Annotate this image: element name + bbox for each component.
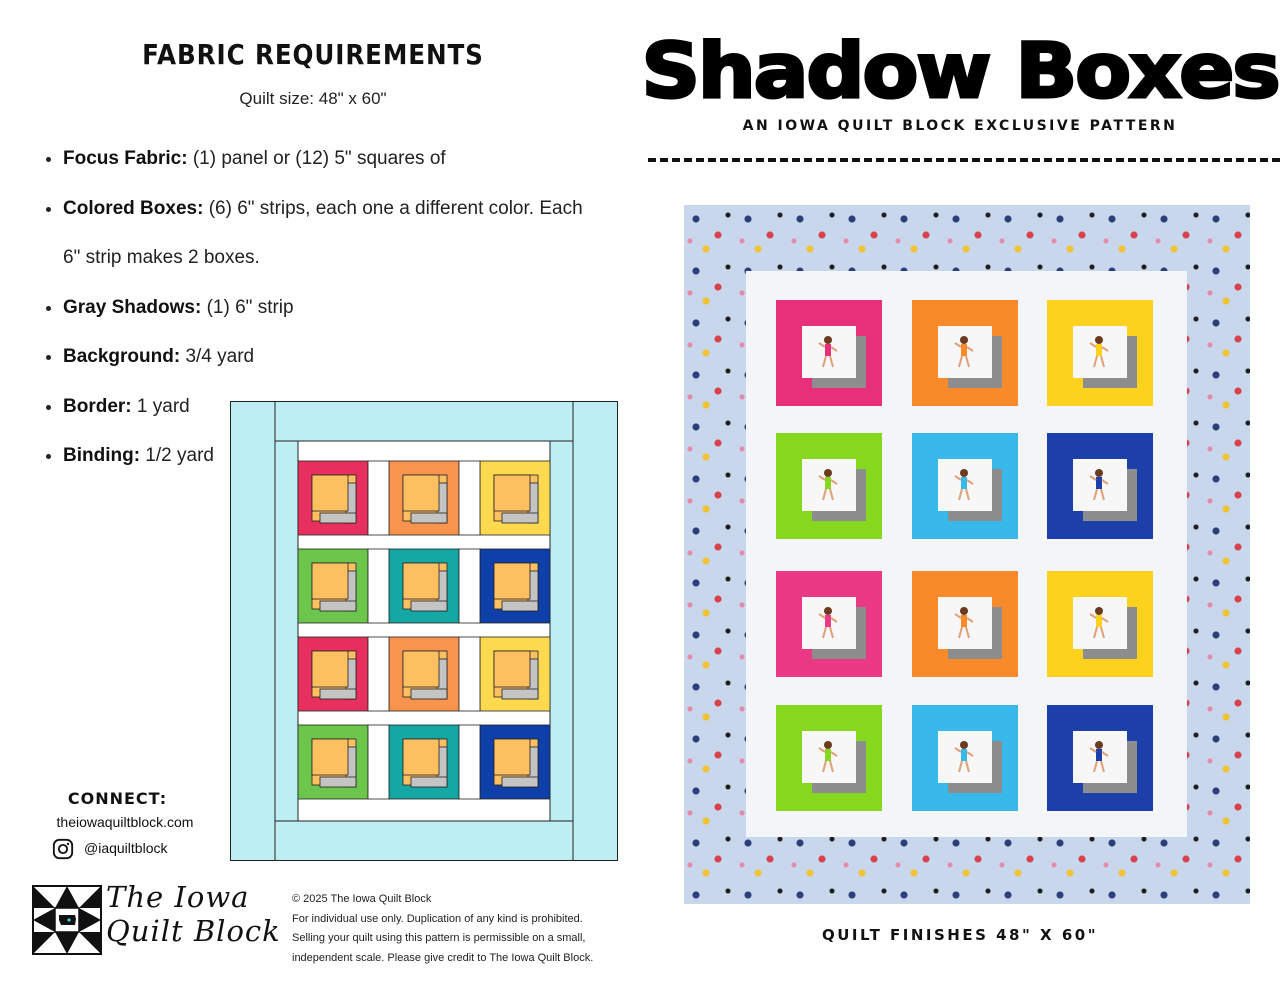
- instagram-handle[interactable]: @iaquiltblock: [84, 840, 168, 856]
- requirement-gray-shadows: • Gray Shadows: (1) 6" strip: [63, 283, 623, 333]
- athlete-figure: [816, 605, 840, 641]
- diagram-block-shadow-h: [411, 777, 447, 787]
- athlete-figure: [1087, 334, 1111, 370]
- diagram-block-square: [494, 651, 530, 687]
- diagram-block-shadow-h: [411, 689, 447, 699]
- pattern-subtitle: AN IOWA QUILT BLOCK EXCLUSIVE PATTERN: [742, 118, 1178, 134]
- diagram-block-square: [494, 475, 530, 511]
- photo-box: [776, 300, 882, 406]
- website-link[interactable]: theiowaquiltblock.com: [56, 814, 194, 830]
- diagram-block-square: [312, 475, 348, 511]
- diagram-sashing: [368, 549, 389, 623]
- diagram-block-shadow-h: [320, 513, 356, 523]
- diagram-sashing: [368, 637, 389, 711]
- athlete-figure: [816, 334, 840, 370]
- athlete-figure: [1087, 605, 1111, 641]
- diagram-block-shadow-h: [502, 777, 538, 787]
- requirement-colored-boxes-cont: 6" strip makes 2 boxes.: [63, 247, 260, 268]
- pattern-title: Shadow Boxes: [641, 26, 1279, 115]
- diagram-block-shadow-h: [502, 513, 538, 523]
- athlete-figure: [1087, 467, 1111, 503]
- instagram-icon[interactable]: [52, 838, 74, 860]
- diagram-block-shadow-h: [320, 601, 356, 611]
- athlete-figure: [952, 334, 976, 370]
- photo-box: [912, 705, 1018, 811]
- diagram-block-square: [403, 651, 439, 687]
- diagram-block-shadow-h: [411, 601, 447, 611]
- diagram-block-shadow-h: [320, 777, 356, 787]
- photo-box: [912, 433, 1018, 539]
- diagram-block-square: [403, 475, 439, 511]
- requirement-border: • Border: 1 yard: [63, 382, 623, 432]
- photo-box: [1047, 433, 1153, 539]
- quilt-size-text: Quilt size: 48" x 60": [239, 89, 387, 108]
- diagram-block-shadow-h: [320, 689, 356, 699]
- requirement-focus-fabric: • Focus Fabric: (1) panel or (12) 5" squares of: [63, 134, 623, 184]
- iowa-quilt-block-logo-icon: [32, 885, 102, 955]
- diagram-sashing: [368, 461, 389, 535]
- athlete-figure: [952, 467, 976, 503]
- diagram-block-square: [312, 739, 348, 775]
- quilt-photo: [684, 205, 1250, 904]
- requirement-binding: • Binding: 1/2 yard: [63, 431, 623, 481]
- photo-box: [776, 705, 882, 811]
- diagram-block-square: [494, 563, 530, 599]
- requirement-colored-boxes: • Colored Boxes: (6) 6" strips, each one a different color. Each: [63, 184, 623, 234]
- athlete-figure: [1087, 739, 1111, 775]
- dashed-divider: [648, 158, 1280, 162]
- fabric-requirements-title: FABRIC REQUIREMENTS: [142, 38, 484, 71]
- diagram-sashing: [459, 461, 480, 535]
- requirement-background: • Background: 3/4 yard: [63, 332, 623, 382]
- photo-box: [912, 300, 1018, 406]
- athlete-figure: [952, 739, 976, 775]
- diagram-block-square: [312, 563, 348, 599]
- diagram-block-square: [403, 739, 439, 775]
- diagram-block-shadow-h: [502, 689, 538, 699]
- diagram-sashing: [459, 549, 480, 623]
- quilt-diagram: [230, 401, 618, 861]
- diagram-sashing: [368, 725, 389, 799]
- photo-box: [1047, 300, 1153, 406]
- photo-box: [912, 571, 1018, 677]
- diagram-block-square: [403, 563, 439, 599]
- diagram-block-square: [494, 739, 530, 775]
- diagram-block-shadow-h: [502, 601, 538, 611]
- diagram-sashing: [459, 637, 480, 711]
- athlete-figure: [952, 605, 976, 641]
- photo-box: [776, 433, 882, 539]
- logo-wordmark: The Iowa Quilt Block: [106, 880, 281, 948]
- photo-box: [1047, 571, 1153, 677]
- diagram-block-shadow-h: [411, 513, 447, 523]
- copyright-notice: © 2025 The Iowa Quilt Block For individual use only. Duplication of any kind is prohibited. Selling your quilt using this pattern is permissible on a small, independent scale. Please give credit to The Iowa Quilt Block.: [292, 893, 594, 964]
- athlete-figure: [816, 467, 840, 503]
- athlete-figure: [816, 739, 840, 775]
- photo-box: [776, 571, 882, 677]
- quilt-finish-size: QUILT FINISHES 48" X 60": [821, 926, 1099, 944]
- photo-box: [1047, 705, 1153, 811]
- connect-title: CONNECT:: [67, 789, 168, 808]
- diagram-sashing: [459, 725, 480, 799]
- diagram-block-square: [312, 651, 348, 687]
